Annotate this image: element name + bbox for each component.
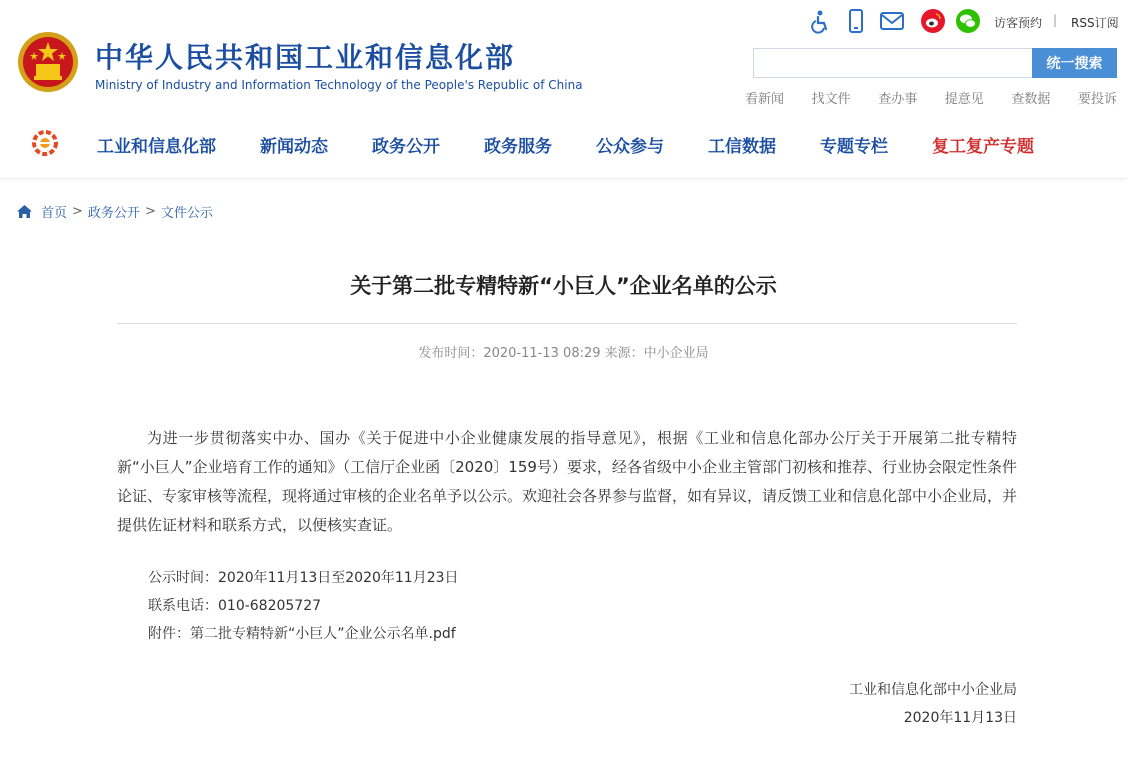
nav-item-participation[interactable]: 公众参与 (596, 137, 664, 157)
nav-item-topics[interactable]: 专题专栏 (820, 137, 888, 157)
quick-link-feedback[interactable]: 提意见 (944, 92, 984, 107)
accessibility-icon[interactable] (807, 8, 833, 34)
article-body: 为进一步贯彻落实中办、国办《关于促进中小企业健康发展的指导意见》，根据《工业和信息化部办公厅关于开展第二批专精特新“小巨人”企业培育工作的通知》（工信厅企业函〔2020〕159号）要求，经各省级中小企业主管部门初核和推荐、行业协会限定性条件论证、专家审核等流程，现将通过审核的企业名单予以公示。欢迎社会各界参与监督，如有异议，请反馈工业和信息化部中小企业局，并提供佐证材料和联系方式，以便核实查证。 (117, 429, 1018, 534)
quick-link-files[interactable]: 找文件 (811, 92, 851, 107)
attachment-line (148, 623, 456, 643)
rss-link[interactable]: RSS订阅 (1071, 16, 1119, 30)
nav-item-data[interactable]: 工信数据 (708, 137, 776, 157)
sign-date: 2020年11月13日 (903, 710, 1017, 726)
search-input[interactable] (753, 48, 1032, 78)
quick-link-news[interactable]: 看新闻 (745, 92, 785, 107)
nav-item-government-affairs[interactable]: 政务公开 (372, 137, 440, 157)
nav-item-ministry[interactable]: 工业和信息化部 (97, 137, 216, 157)
quick-links (745, 88, 1117, 107)
article-meta: 发布时间：2020-11-13 08:29 来源：中小企业局 (418, 346, 709, 361)
nav-item-services[interactable]: 政务服务 (484, 137, 552, 157)
main-nav (97, 132, 1078, 157)
mail-icon[interactable] (879, 8, 905, 34)
article-title: 关于第二批专精特新“小巨人”企业名单的公示 (350, 274, 777, 298)
quick-link-complaint[interactable]: 要投诉 (1077, 92, 1117, 107)
weibo-icon[interactable] (920, 8, 946, 34)
breadcrumb (16, 202, 213, 221)
miit-logo-icon[interactable] (30, 128, 60, 158)
nav-item-resumption-topic[interactable]: 复工复产专题 (932, 137, 1034, 157)
national-emblem-icon (16, 30, 80, 94)
mobile-icon[interactable] (843, 8, 869, 34)
breadcrumb-home[interactable]: 首页 (41, 206, 68, 221)
nav-item-news[interactable]: 新闻动态 (260, 137, 328, 157)
quick-link-services[interactable]: 查办事 (878, 92, 918, 107)
unified-search-button[interactable]: 统一搜索 (1032, 48, 1117, 78)
notice-period: 公示时间：2020年11月13日至2020年11月23日 (148, 570, 459, 586)
breadcrumb-file-notice[interactable]: 文件公示 (160, 206, 213, 221)
signer: 工业和信息化部中小企业局 (849, 682, 1017, 698)
breadcrumb-separator: > (144, 204, 156, 219)
title-divider (117, 323, 1017, 324)
quick-link-data[interactable]: 查数据 (1011, 92, 1051, 107)
site-header (0, 0, 1127, 179)
visitor-appointment-link[interactable]: 访客预约 (994, 16, 1043, 30)
home-icon[interactable] (16, 204, 33, 219)
wechat-icon[interactable] (955, 8, 981, 34)
utility-separator: | (1053, 13, 1058, 27)
site-title[interactable]: 中华人民共和国工业和信息化部 (95, 41, 516, 74)
contact-phone: 联系电话：010-68205727 (148, 598, 322, 614)
attachment-link[interactable]: 第二批专精特新“小巨人”企业公示名单.pdf (190, 626, 456, 642)
site-subtitle: Ministry of Industry and Information Technology of the People's Republic of China (95, 78, 583, 92)
attachment-label: 附件： (148, 626, 190, 642)
breadcrumb-government-affairs[interactable]: 政务公开 (87, 206, 140, 221)
breadcrumb-separator: > (72, 204, 83, 219)
